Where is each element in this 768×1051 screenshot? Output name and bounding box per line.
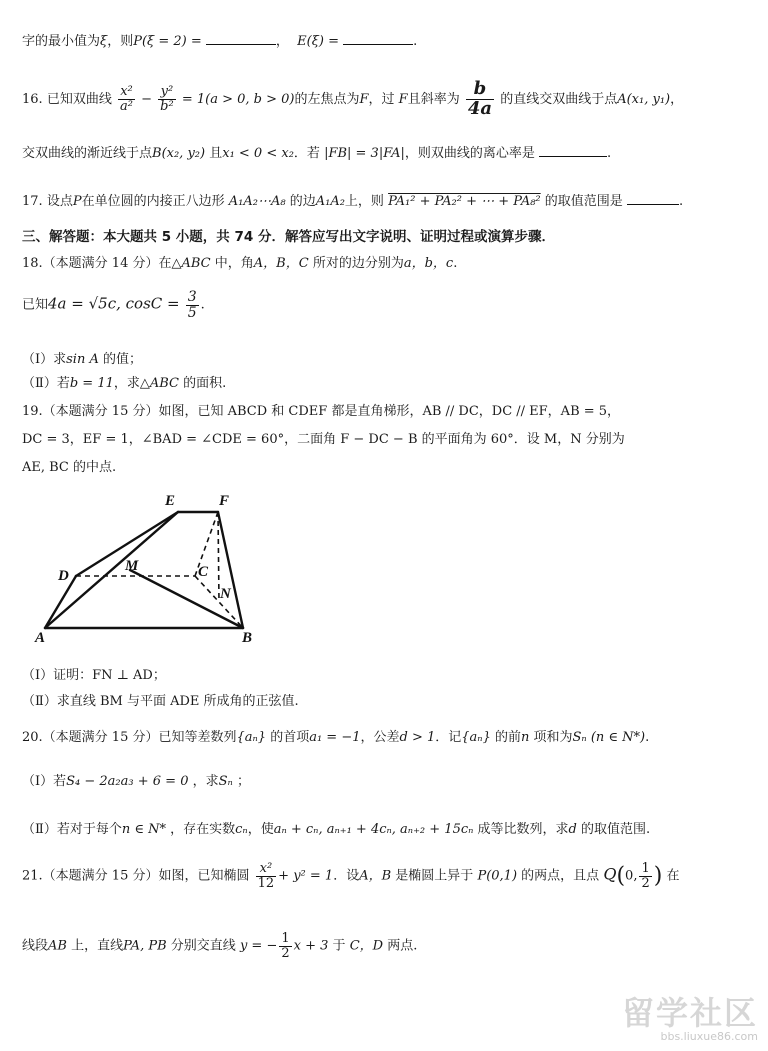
text: 的取值范围. (581, 822, 651, 837)
label-A: A (35, 630, 46, 646)
text: ， (275, 34, 289, 49)
text: 18.（本题满分 14 分）在△ (22, 256, 182, 271)
math: B(x₂, y₂) (152, 146, 206, 161)
text: 项和为 (533, 730, 573, 745)
text: ，则 (107, 34, 134, 49)
text: 且 (209, 146, 223, 161)
math: Sₙ (218, 774, 233, 789)
q21-line2 (22, 932, 417, 960)
denominator: 5 (187, 304, 197, 321)
math: a，b，c (403, 256, 454, 271)
math: {aₙ} (461, 730, 491, 745)
math: 4a = √5c, cosC = (48, 294, 180, 313)
math: |FB| = 3|FA| (324, 146, 405, 161)
math: C，D (349, 938, 384, 954)
text: （Ⅱ）若对于每个 (22, 822, 122, 837)
math: n ∈ N* (121, 822, 166, 837)
segment-FN (218, 512, 219, 602)
math: Q (603, 864, 617, 884)
question-number: 16. (22, 91, 43, 107)
math: PA, PB (123, 938, 167, 954)
text: 线段 (22, 938, 49, 954)
text: 的值； (103, 352, 143, 367)
watermark (622, 988, 758, 1043)
math: b = 11 (69, 376, 114, 391)
denominator: a² (119, 98, 133, 114)
text: . (645, 730, 650, 745)
q16-line2 (22, 142, 611, 161)
label-N: N (220, 586, 231, 602)
q19-line1: 19.（本题满分 15 分）如图，已知 ABCD 和 CDEF 都是直角梯形，AB // DC，DC // EF，AB = 5， (22, 404, 621, 419)
math: A₁A₂⋯A₈ (228, 194, 286, 209)
math: = 1(a > 0, b > 0) (181, 91, 295, 107)
text: 交双曲线的渐近线于点 (22, 146, 153, 161)
math: d > 1 (399, 730, 436, 745)
math: x + 3 (293, 938, 329, 954)
text: ，求 (192, 774, 219, 789)
fraction (118, 85, 135, 113)
math: {aₙ} (236, 730, 267, 745)
text: 且斜率为 (407, 91, 460, 107)
denominator: b² (160, 98, 174, 114)
text: ．设 (333, 868, 360, 884)
math: ABC (181, 256, 211, 271)
math: P (72, 194, 82, 209)
math: P(0,1) (477, 868, 518, 884)
text: ，则双曲线的离心率是 (404, 146, 535, 161)
math: aₙ + cₙ, aₙ₊₁ + 4cₙ, aₙ₊₂ + 15cₙ (273, 822, 474, 837)
text: 的首项 (270, 730, 310, 745)
text: 20.（本题满分 15 分）已知等差数列 (22, 730, 237, 745)
math: + y² = 1 (278, 868, 334, 884)
text: ，过 (368, 91, 395, 107)
text: . (607, 146, 612, 161)
geometry-figure (30, 490, 270, 650)
q15-tail (22, 30, 417, 49)
text: . (200, 297, 205, 313)
text: − (141, 91, 152, 107)
text: 上，则 (344, 194, 384, 209)
math: F (359, 91, 369, 107)
q20-line1 (22, 726, 649, 745)
label-B: B (242, 630, 253, 646)
answer-blank[interactable] (627, 192, 679, 205)
text: ， (670, 91, 684, 107)
text: 是椭圆上异于 (395, 868, 474, 884)
answer-blank[interactable] (343, 32, 413, 45)
text: （Ⅰ）若 (22, 774, 67, 789)
text: ，存在实数 (170, 822, 236, 837)
label-F: F (219, 493, 230, 509)
text: 已知 (22, 297, 49, 313)
answer-blank[interactable] (539, 144, 607, 157)
q18-part2 (22, 372, 226, 391)
question-number: 17. (22, 194, 43, 209)
math: d (568, 822, 577, 837)
fraction (279, 932, 291, 960)
math: a₁ = −1 (309, 730, 361, 745)
text: ，求△ (113, 376, 150, 391)
fraction (639, 862, 651, 890)
q18-line2 (22, 290, 205, 320)
numerator: y² (158, 85, 176, 100)
q16-line1 (22, 80, 683, 119)
math: n (521, 730, 530, 745)
math: sin A (66, 352, 99, 367)
text: （Ⅰ）求 (22, 352, 67, 367)
fraction (256, 862, 277, 890)
watermark-logo: 留学社区 (621, 994, 758, 1032)
text: 成等比数列，求 (477, 822, 569, 837)
math: A，B (359, 868, 392, 884)
text: 在单位圆的内接正八边形 (81, 194, 225, 209)
math: PA₁² + PA₂² + ⋯ + PA₈² (388, 194, 541, 209)
math: S₄ − 2a₂a₃ + 6 = 0 (66, 774, 189, 789)
text: 已知双曲线 (46, 91, 112, 107)
q19-line2: DC = 3，EF = 1，∠BAD = ∠CDE = 60°，二面角 F − DC − B 的平面角为 60°．设 M，N 分别为 (22, 432, 625, 447)
section-heading: 三、解答题：本大题共 5 小题，共 74 分．解答应写出文字说明、证明过程或演算步骤． (22, 229, 555, 245)
text: 中，角 (214, 256, 254, 271)
text: 21.（本题满分 15 分）如图，已知椭圆 (22, 868, 250, 884)
math: P(ξ = 2) = (133, 34, 202, 49)
fraction (158, 85, 176, 113)
math: A，B，C (253, 256, 309, 271)
text: 分别交直线 (170, 938, 236, 954)
math: ξ (100, 34, 108, 49)
fraction (186, 290, 199, 320)
q21-line1: 21.（本题满分 15 分）如图，已知椭圆 $\frac{\text{x²}}{12}$ + y² = 1．设A，B 是椭圆上异于 P(0,1) 的两点，且点 Q(0, $\frac{1}{2}$ ) 在 (22, 861, 680, 891)
text: 的面积. (183, 376, 227, 391)
watermark-url: bbs.liuxue86.com (660, 1030, 758, 1043)
label-M: M (125, 558, 139, 574)
q19-part1: （Ⅰ）证明：FN ⊥ AD； (22, 668, 166, 683)
answer-blank[interactable] (206, 32, 276, 45)
denominator: 2 (281, 945, 290, 961)
text: ，使 (247, 822, 274, 837)
math: A₁A₂ (315, 194, 345, 209)
denominator: 4a (467, 97, 493, 119)
numerator: x² (256, 862, 277, 877)
text: ，公差 (360, 730, 400, 745)
label-C: C (198, 564, 209, 580)
text: ； (236, 774, 250, 789)
text: 设点 (46, 194, 73, 209)
q19-part2: （Ⅱ）求直线 BM 与平面 ADE 所成角的正弦值. (22, 694, 299, 709)
numerator: 3 (187, 289, 197, 305)
numerator: b (466, 80, 494, 100)
math: A(x₁, y₁) (617, 91, 671, 107)
text: （Ⅱ）若 (22, 376, 70, 391)
denominator: 12 (257, 875, 275, 891)
math: 0, (625, 868, 638, 884)
numerator: x² (118, 85, 135, 100)
text: 所对的边分别为 (312, 256, 404, 271)
math: Sₙ (n ∈ N*) (572, 730, 646, 745)
text: . (413, 34, 418, 49)
text: 于 (332, 938, 346, 954)
text: 的直线交双曲线于点 (500, 91, 618, 107)
text: 两点. (387, 938, 418, 954)
q20-part1 (22, 770, 250, 789)
text: 字的最小值为 (22, 34, 101, 49)
text: 的前 (494, 730, 521, 745)
fraction (466, 80, 494, 119)
q17 (22, 190, 683, 209)
math: AB (48, 938, 67, 954)
text: 在 (666, 868, 680, 884)
numerator: 1 (281, 931, 290, 946)
q18-line1 (22, 252, 457, 271)
math: E(ξ) = (297, 34, 339, 49)
math: y = − (239, 938, 278, 954)
numerator: 1 (641, 861, 650, 876)
text: . (678, 194, 684, 209)
text: . (453, 256, 458, 271)
math: ABC (149, 376, 180, 391)
text: 的左焦点为 (294, 91, 360, 107)
q18-part1 (22, 348, 142, 367)
text: ．若 (293, 146, 320, 161)
math: cₙ (235, 822, 248, 837)
math: x₁ < 0 < x₂ (222, 146, 294, 161)
denominator: 2 (641, 875, 650, 891)
text: 的边 (289, 194, 316, 209)
label-E: E (165, 493, 176, 509)
text: 的两点，且点 (521, 868, 600, 884)
q20-part2 (22, 818, 650, 837)
edge-FB (218, 512, 243, 628)
label-D: D (58, 568, 69, 584)
q19-line3: AE, BC 的中点. (22, 460, 117, 475)
text: 上，直线 (71, 938, 124, 954)
math: F (398, 91, 408, 107)
text: ．记 (435, 730, 462, 745)
text: 的取值范围是 (544, 194, 623, 209)
